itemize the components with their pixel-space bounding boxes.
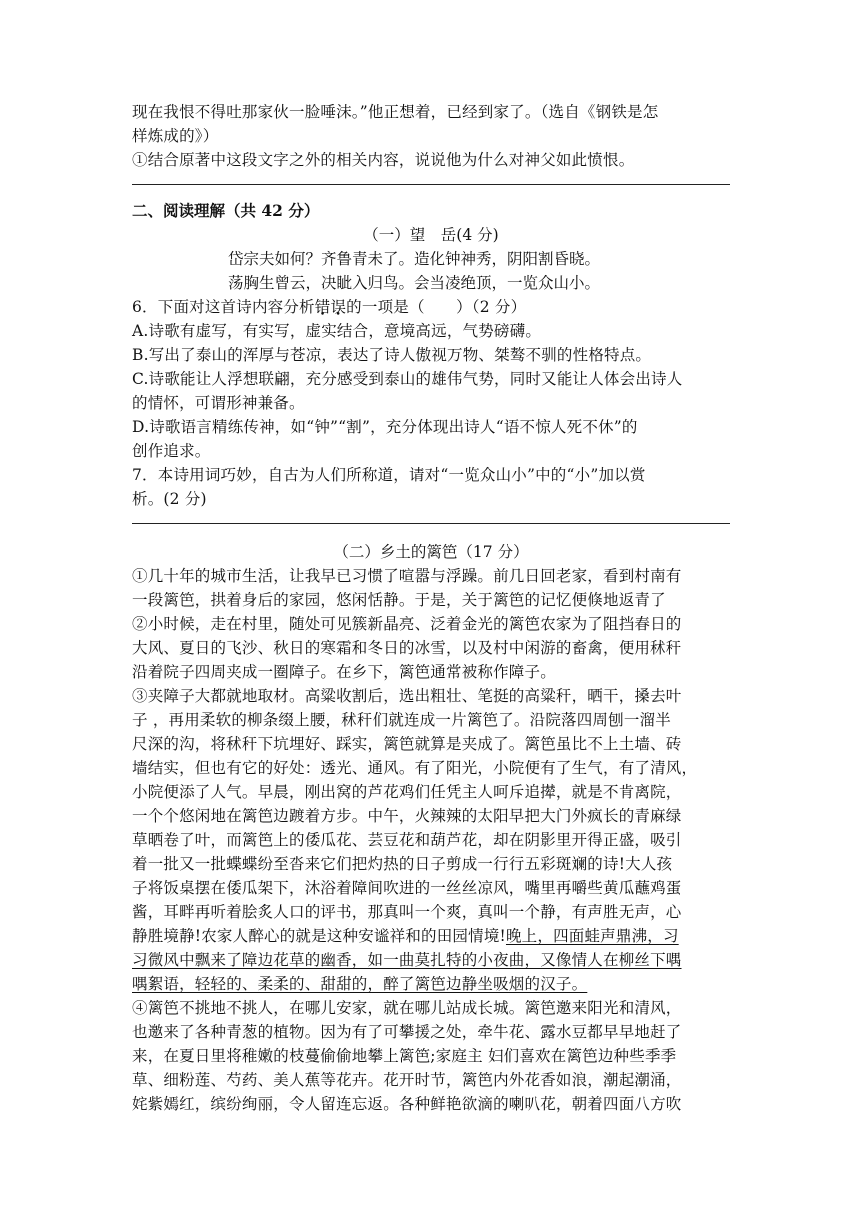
paragraph-3-line: 酱，耳畔再听着脍炙人口的评书，那真叫一个爽，真叫一个静，有声胜无声，心 (132, 903, 682, 921)
question-6-suffix: 的一项是（ ）（2 分） (346, 298, 527, 316)
paragraph-2-line: ②小时候，走在村里，随处可见簇新晶亮、泛着金光的篱笆农家为了阻挡春日的 (132, 615, 682, 633)
underlined-passage-line: 喁絮语，轻轻的、柔柔的、甜甜的，醉了篱笆边静坐吸烟的汉子。 (132, 975, 588, 993)
option-a: A.诗歌有虚写，有实写，虚实结合，意境高远，气势磅礴。 (132, 322, 542, 340)
underlined-passage-line: 习微风中飘来了障边花草的幽香，如一曲莫扎特的小夜曲，又像情人在柳丝下喁 (132, 951, 682, 969)
question-6 (132, 295, 730, 319)
poem-line-2: 荡胸生曾云，决眦入归鸟。会当凌绝顶，一览众山小。 (228, 274, 601, 292)
paragraph-3-line: 草晒卷了叶，而篱笆上的倭瓜花、芸豆花和葫芦花，却在阴影里开得正盛，吸引 (132, 831, 682, 849)
emphasis-char-2: 误 (330, 298, 347, 316)
option-c-line-2: 的情怀，可谓形神兼备。 (132, 394, 305, 412)
paragraph-4-line: 也邀来了各种青葱的植物。因为有了可攀援之处，牵牛花、露水豆都早早地赶了 (132, 1023, 682, 1041)
answer-line-2[interactable] (132, 523, 730, 524)
paragraph-1-line: 一段篱笆，拱着身后的家园，悠闲恬静。于是，关于篱笆的记忆便倏地返青了 (132, 591, 666, 609)
question-7-line-1: 7．本诗用词巧妙，自古为人们所称道，请对“一览众山小”中的“小”加以赏 (132, 466, 646, 484)
article-title: （二）乡土的篱笆（17 分） (333, 543, 529, 561)
option-b: B.写出了泰山的浑厚与苍凉，表达了诗人傲视万物、桀骜不驯的性格特点。 (132, 346, 652, 364)
answer-line-1[interactable] (132, 184, 730, 185)
paragraph-3-line: 子将饭桌摆在倭瓜架下，沐浴着障间吹进的一丝丝凉风，嘴里再嚼些黄瓜蘸鸡蛋 (132, 879, 682, 897)
paragraph-3-line: 子 ，再用柔软的柳条缀上腰，秫秆们就连成一片篱笆了。沿院落四周刨一溜半 (132, 711, 671, 729)
option-d-line-1: D.诗歌语言精练传神，如“钟”“割”，充分体现出诗人“语不惊人死不休”的 (132, 418, 638, 436)
question-6-prefix: 6．下面对这首诗内容分析 (132, 298, 315, 316)
question-1: ①结合原著中这段文字之外的相关内容，说说他为什么对神父如此愤恨。 (132, 151, 635, 169)
intro-line-1: 现在我恨不得吐那家伙一脸唾沫。”他正想着，已经到家了。（选自《钢铁是怎 (132, 103, 659, 121)
paragraph-3-line: 尺深的沟，将秫秆下坑埋好、踩实，篱笆就算是夹成了。篱笆虽比不上土墙、砖 (132, 735, 682, 753)
emphasis-char-1: 错 (314, 298, 331, 316)
underlined-passage: 晚上，四面蛙声鼎沸，习 (505, 927, 679, 945)
paragraph-4-line: 来，在夏日里将稚嫩的枝蔓偷偷地攀上篱笆;家庭主 妇们喜欢在篱笆边种些季季 (132, 1047, 677, 1065)
paragraph-4-line: 姹紫嫣红，缤纷绚丽，令人留连忘返。各种鲜艳欲滴的喇叭花，朝着四面八方吹 (132, 1095, 682, 1113)
paragraph-4-line: ④篱笆不挑地不挑人，在哪儿安家，就在哪儿站成长城。篱笆邀来阳光和清风， (132, 999, 682, 1017)
paragraph-2-line: 大风、夏日的飞沙、秋日的寒霜和冬日的冰雪，以及村中闲游的畜禽，便用秫秆 (132, 639, 682, 657)
paragraph-3-text: 静胜境静!农家人醉心的就是这种安谧祥和的田园情境! (132, 927, 506, 945)
paragraph-3-line: ③夹障子大都就地取材。高粱收割后，选出粗壮、笔挺的高粱秆，晒干，搡去叶 (132, 687, 682, 705)
paragraph-3-line (132, 924, 730, 948)
poem-line-1: 岱宗夫如何？齐鲁青未了。造化钟神秀，阴阳割昏晓。 (228, 250, 601, 268)
paragraph-3-line: 着一批又一批蝶蝶纷至沓来它们把灼热的日子剪成一行行五彩斑斓的诗!大人孩 (132, 855, 673, 873)
question-7-line-2: 析。(2 分) (132, 490, 207, 508)
paragraph-4-line: 草、细粉莲、芍药、美人蕉等花卉。花开时节，篱笆内外花香如浪，潮起潮涌， (132, 1071, 682, 1089)
section-title: 二、阅读理解（共 42 分） (132, 201, 320, 220)
poem-title: （一）望 岳(4 分) (363, 226, 499, 244)
paragraph-1-line: ①几十年的城市生活，让我早已习惯了喧嚣与浮躁。前几日回老家，看到村南有 (132, 567, 682, 585)
option-c-line-1: C.诗歌能让人浮想联翩，充分感受到泰山的雄伟气势，同时又能让人体会出诗人 (132, 370, 683, 388)
document-page (132, 100, 730, 1116)
option-d-line-2: 创作追求。 (132, 442, 211, 460)
paragraph-3-line: 墙结实，但也有它的好处：透光、通风。有了阳光，小院便有了生气，有了清风， (132, 759, 698, 777)
intro-line-2: 样炼成的》） (132, 127, 219, 145)
paragraph-3-line: 一个个悠闲地在篱笆边踱着方步。中午，火辣辣的太阳早把大门外疯长的青麻绿 (132, 807, 682, 825)
paragraph-2-line: 沿着院子四周夹成一圈障子。在乡下，篱笆通常被称作障子。 (132, 663, 556, 681)
paragraph-3-line: 小院便添了人气。早晨，刚出窝的芦花鸡们任凭主人呵斥追撵，就是不肯离院， (132, 783, 682, 801)
